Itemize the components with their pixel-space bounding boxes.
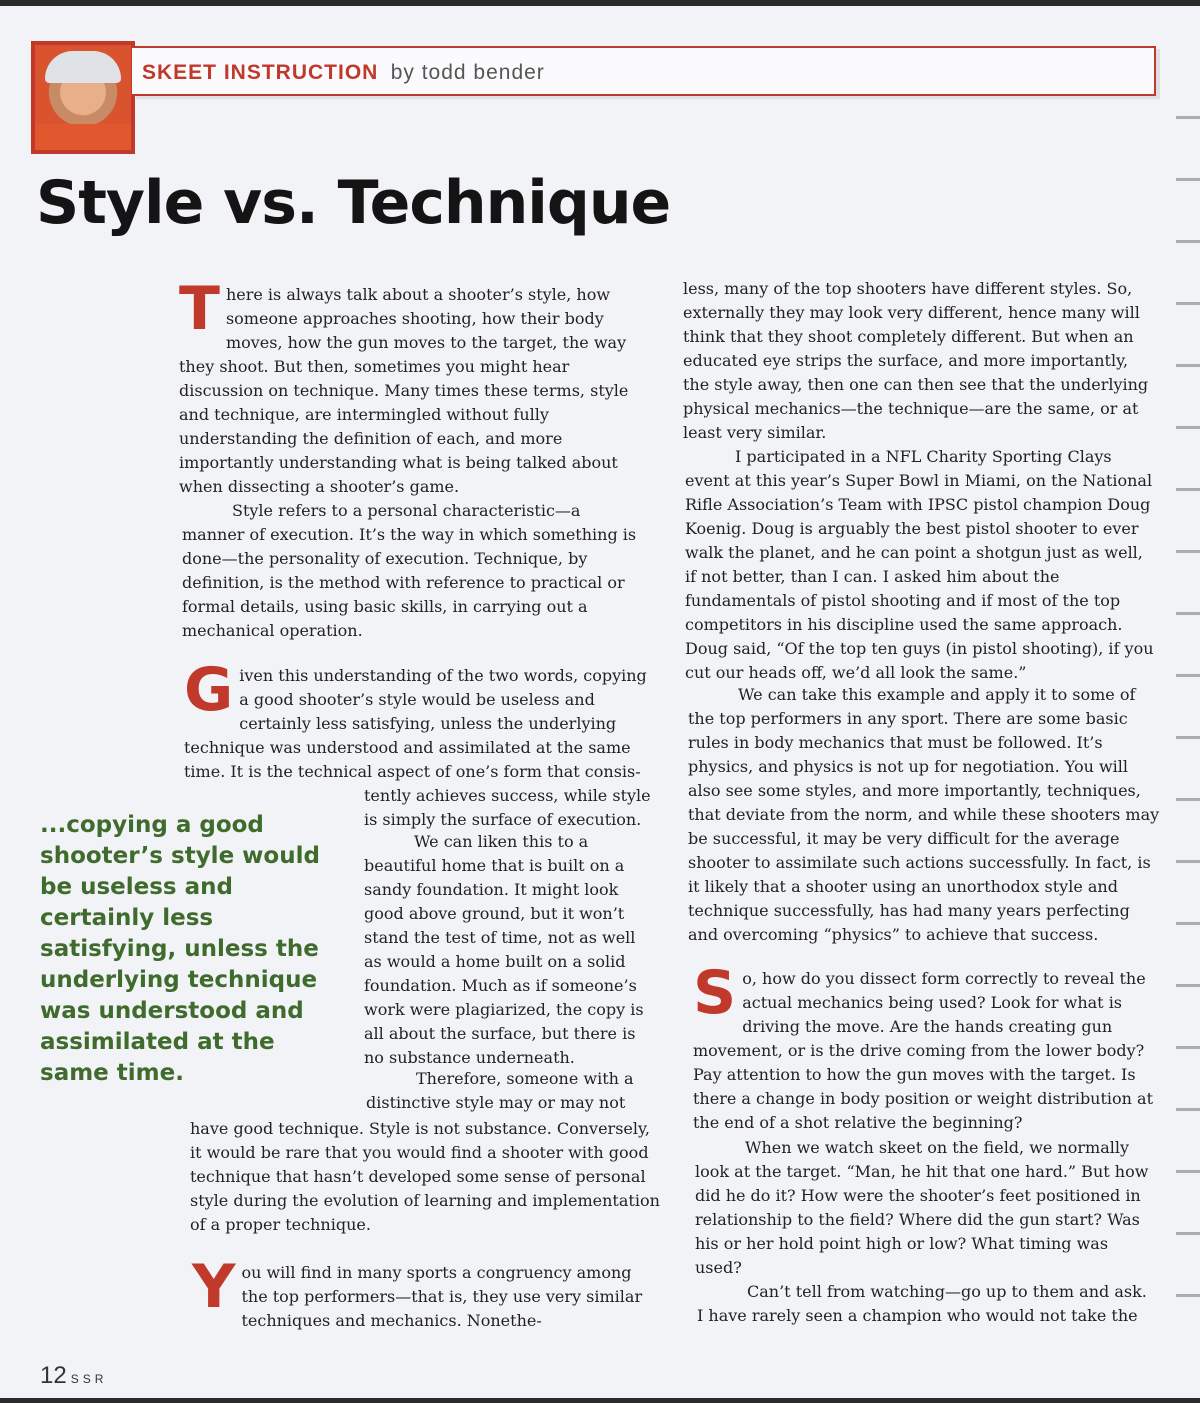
dropcap-g: G (184, 655, 234, 725)
magazine-name: SSR (70, 1372, 108, 1386)
byline: by todd bender (390, 61, 545, 84)
left-paragraph-3-text: iven this understanding of the two words, copying a good shooter’s style would be useless and certainly less satisfying, unless the underlying technique was understood and assimilated at the same time. It is the technical aspect of one’s form that consis- (184, 666, 647, 781)
left-paragraph-4: We can liken this to a beautiful home that is built on a sandy foundation. It might look good above ground, but it won’t stand the test of time, not as well as would a home built on a solid foundation. Much as if someone’s work were plagiarized, the copy is all about the surface, but there is no substance underneath. (364, 832, 644, 1067)
column-header-bar (132, 46, 1156, 96)
article-title: Style vs. Technique (36, 168, 671, 238)
right-paragraph-5: When we watch skeet on the field, we normally look at the target. “Man, he hit that one hard.” But how did he do it? How were the shooter’s feet positioned in relationship to the field? Where did the gun start? Was his or her hold point high or low? What timing was used? (695, 1138, 1149, 1277)
page-number: 12 (40, 1362, 67, 1389)
cap-shape (45, 51, 121, 83)
left-paragraph-2: Style refers to a personal characteristic—a manner of execution. It’s the way in which something is done—the personality of execution. Technique, by definition, is the method with reference to practical or formal details, using basic skills, in carrying out a mechanical operation. (182, 501, 637, 640)
dropcap-s: S (693, 958, 737, 1028)
left-paragraph-3-cont: tently achieves success, while style is simply the surface of execution. (364, 786, 651, 829)
right-paragraph-3: We can take this example and apply it to some of the top performers in any sport. There are some basic rules in body mechanics that must be followed. It’s physics, and physics is not up for negotiation. You will also see some styles, and more importantly, techniques, that deviate from the norm, and while these shooters may be successful, it may be very difficult for the average shooter to assimilate such actions successfully. In fact, is it likely that a shooter using an unorthodox style and technique successfully, has had many years perfecting and overcoming “physics” to achieve that success. (688, 685, 1160, 944)
author-photo (31, 41, 135, 154)
right-paragraph-1: less, many of the top shooters have different styles. So, externally they may look very different, hence many will think that they shoot completely different. But when an educated eye strips the surface, and more importantly, the style away, then one can then see that the underlying physical mechanics—the technique—are the same, or at least very similar. (683, 279, 1149, 442)
author-portrait-image (35, 45, 131, 150)
left-paragraph-5-cont: have good technique. Style is not substance. Conversely, it would be rare that you would find a shooter with good technique that hasn’t developed some sense of personal style during the evolution of learning and implementation of a proper technique. (190, 1119, 660, 1234)
dropcap-y: Y (192, 1252, 236, 1322)
right-paragraph-4 (693, 958, 1159, 1135)
left-paragraph-5: Therefore, someone with a distinctive style may or may not (366, 1069, 634, 1112)
column-header (142, 61, 545, 85)
section-label: SKEET INSTRUCTION (142, 61, 379, 84)
right-paragraph-4-text: o, how do you dissect form correctly to reveal the actual mechanics being used? Look for what is driving the move. Are the hands creating gun movement, or is the drive coming from the lower body? Pay attention to how the gun moves with the target. Is there a change in body position or weight distribution at the end of a shot relative the beginning? (693, 969, 1154, 1132)
right-paragraph-6: Can’t tell from watching—go up to them and ask. I have rarely seen a champion who would not take the (697, 1282, 1147, 1325)
left-paragraph-3 (184, 655, 648, 784)
right-paragraph-2: I participated in a NFL Charity Sporting Clays event at this year’s Super Bowl in Miami, on the National Rifle Association’s Team with IPSC pistol champion Doug Koenig. Doug is arguably the best pistol shooter to ever walk the planet, and he can point a shotgun just as well, if not better, than I can. I asked him about the fundamentals of pistol shooting and if most of the top competitors in his discipline used the same approach. Doug said, “Of the top ten guys (in pistol shooting), if you cut our heads off, we’d all look the same.” (685, 447, 1154, 682)
left-paragraph-6 (192, 1252, 652, 1333)
dropcap-t: T (179, 274, 220, 344)
spiral-binding (1176, 80, 1200, 1320)
left-paragraph-1-text: here is always talk about a shooter’s style, how someone approaches shooting, how their body moves, how the gun moves to the target, the way they shoot. But then, sometimes you might hear discussion on technique. Many times these terms, style and technique, are intermingled without fully understanding the definition of each, and more importantly understanding what is being talked about when dissecting a shooter’s game. (179, 285, 629, 496)
left-paragraph-1 (179, 274, 653, 499)
page-top-edge (0, 0, 1200, 6)
shirt-shape (35, 124, 131, 150)
page-bottom-edge (0, 1398, 1200, 1403)
page-folio (40, 1362, 107, 1390)
left-paragraph-6-text: ou will find in many sports a congruency among the top performers—that is, they use very similar techniques and mechanics. Nonethe- (241, 1263, 643, 1330)
pull-quote: ...copying a good shooter’s style would be useless and certainly less satisfying, unless the underlying technique was understood and assimilated at the same time. (40, 812, 320, 1086)
